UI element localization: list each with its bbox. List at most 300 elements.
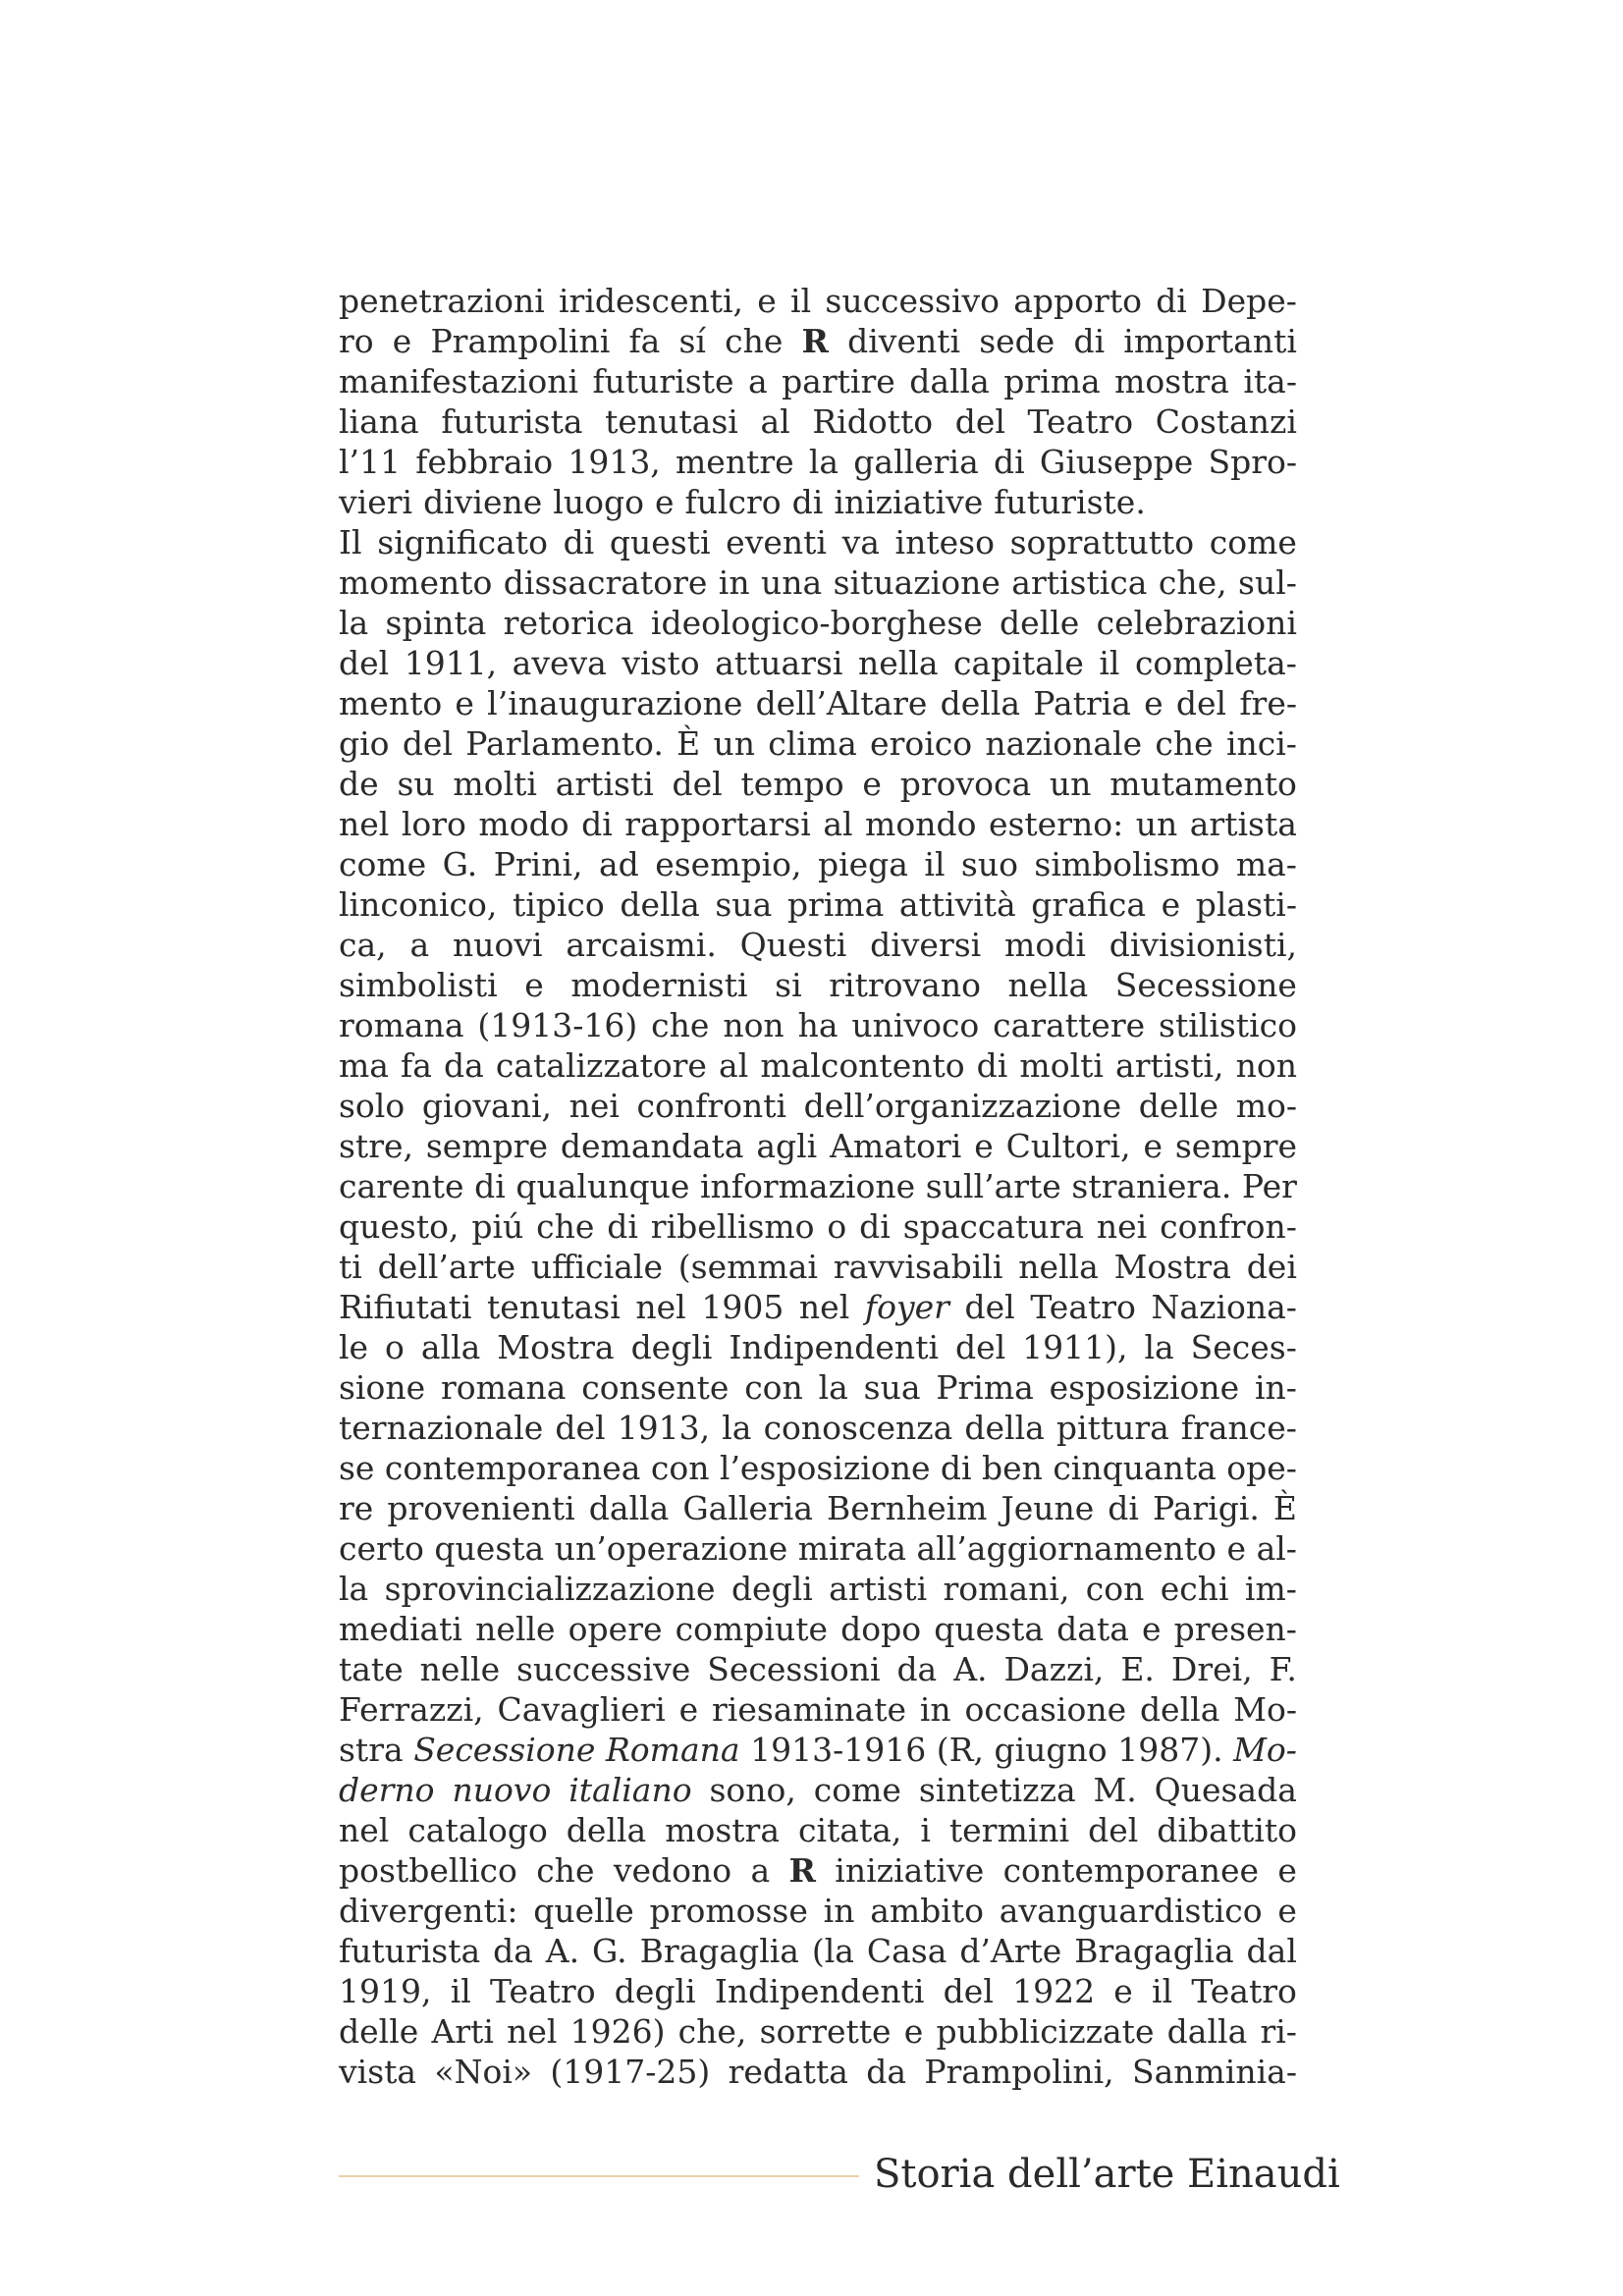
word: dalla bbox=[909, 362, 990, 400]
word: Prampolini, bbox=[924, 2053, 1114, 2091]
word: È bbox=[676, 724, 701, 763]
word: ro bbox=[339, 322, 374, 360]
word: Indipendenti bbox=[729, 1328, 940, 1366]
word: celebrazioni bbox=[1096, 604, 1297, 642]
text-line bbox=[339, 1367, 1297, 1408]
word: e bbox=[524, 966, 544, 1004]
word: come bbox=[339, 845, 427, 883]
word: Mostra bbox=[497, 1328, 615, 1366]
word: tate bbox=[339, 1650, 404, 1688]
word: G. bbox=[442, 845, 478, 883]
word: con bbox=[650, 1449, 710, 1487]
word: mediati bbox=[339, 1610, 462, 1648]
word: ritrovano bbox=[829, 966, 981, 1004]
word: e bbox=[455, 684, 474, 722]
word: capitale bbox=[953, 644, 1084, 682]
word: di bbox=[1156, 282, 1187, 320]
word: sua bbox=[863, 1368, 921, 1407]
word: questa bbox=[434, 1529, 545, 1568]
text-line bbox=[339, 1971, 1297, 2011]
word: che bbox=[536, 1851, 595, 1890]
word: e bbox=[903, 2012, 924, 2051]
word: M. bbox=[1093, 1771, 1137, 1809]
word: vedono bbox=[613, 1851, 732, 1890]
word: nella bbox=[1007, 966, 1089, 1004]
word: e bbox=[1277, 1892, 1297, 1930]
word: promosse bbox=[649, 1892, 808, 1930]
word: ternazionale bbox=[339, 1409, 544, 1447]
word: fa bbox=[628, 322, 661, 360]
text-line bbox=[339, 965, 1297, 1005]
word: un bbox=[713, 724, 755, 763]
word: che bbox=[536, 1207, 595, 1246]
word: nel bbox=[635, 1288, 686, 1326]
text-line bbox=[339, 1891, 1297, 1931]
word: consente bbox=[581, 1368, 730, 1407]
word: fre- bbox=[1239, 684, 1297, 722]
text-line bbox=[339, 321, 1297, 361]
text-line bbox=[339, 643, 1297, 683]
text-line bbox=[339, 1206, 1297, 1247]
word: romani, bbox=[943, 1570, 1070, 1608]
word: nei bbox=[568, 1087, 620, 1125]
word: Dazzi, bbox=[1003, 1650, 1105, 1688]
word: modi bbox=[1004, 926, 1086, 964]
word: sua bbox=[715, 885, 773, 924]
word: Quesada bbox=[1154, 1771, 1297, 1809]
word: e bbox=[1277, 1851, 1297, 1890]
word: giugno bbox=[994, 1731, 1108, 1769]
word: il bbox=[790, 282, 812, 320]
word: della bbox=[940, 684, 1021, 722]
word: nuovi bbox=[453, 926, 543, 964]
text-line bbox=[339, 1931, 1297, 1971]
word: dopo bbox=[840, 1610, 922, 1648]
text-line bbox=[339, 884, 1297, 925]
word: stra bbox=[339, 1731, 404, 1769]
text-line bbox=[339, 1730, 1297, 1770]
word: Prini, bbox=[493, 845, 583, 883]
text-line bbox=[339, 844, 1297, 884]
word: sempre bbox=[425, 1127, 549, 1165]
word: le bbox=[339, 1328, 369, 1366]
word: a bbox=[409, 926, 430, 964]
text-line bbox=[339, 1528, 1297, 1569]
word: di bbox=[474, 1167, 506, 1205]
word: o bbox=[385, 1328, 405, 1366]
word: ope- bbox=[1226, 1449, 1297, 1487]
word: sí bbox=[678, 322, 706, 360]
word: mostra bbox=[665, 1811, 781, 1849]
text-line bbox=[339, 482, 1297, 522]
word: va bbox=[841, 523, 880, 561]
word: iridescenti, bbox=[559, 282, 744, 320]
word: spinta bbox=[385, 604, 487, 642]
word: solo bbox=[339, 1087, 406, 1125]
word: modernisti bbox=[570, 966, 748, 1004]
word: ambito bbox=[870, 1892, 984, 1930]
word: degli bbox=[730, 1570, 813, 1608]
word: Mostra bbox=[1113, 1248, 1231, 1286]
word: 1911), bbox=[1022, 1328, 1128, 1366]
word: o bbox=[827, 1207, 847, 1246]
word: sintetizza bbox=[918, 1771, 1076, 1809]
word: in bbox=[718, 563, 750, 602]
word: Amatori bbox=[830, 1127, 962, 1165]
word: la bbox=[339, 604, 369, 642]
word: un’operazione bbox=[554, 1529, 788, 1568]
word: Drei, bbox=[1170, 1650, 1253, 1688]
body-text bbox=[339, 281, 1297, 2092]
word: (1913-16) bbox=[477, 1006, 638, 1044]
word: foyer bbox=[864, 1288, 949, 1326]
word: Teatro bbox=[490, 1972, 596, 2010]
word: agli bbox=[756, 1127, 818, 1165]
word: ma bbox=[339, 1046, 389, 1085]
word: di bbox=[940, 1449, 972, 1487]
word: Il bbox=[339, 523, 362, 561]
word: di bbox=[976, 1046, 1008, 1085]
word: eroico bbox=[870, 724, 973, 763]
word: e bbox=[974, 1127, 994, 1165]
word: provoca bbox=[899, 765, 1032, 803]
text-line bbox=[339, 281, 1297, 321]
word: della bbox=[1139, 1690, 1220, 1729]
word: Bragaglia bbox=[1074, 1932, 1234, 1970]
text-line bbox=[339, 2052, 1297, 2092]
text-line bbox=[339, 683, 1297, 723]
word: Patria bbox=[1033, 684, 1131, 722]
text-line bbox=[339, 925, 1297, 965]
word: Rifiutati bbox=[339, 1288, 472, 1326]
word: catalizzatore bbox=[495, 1046, 707, 1085]
word: l’esposizione bbox=[719, 1449, 931, 1487]
text-line bbox=[339, 1327, 1297, 1367]
word: contemporanea bbox=[384, 1449, 641, 1487]
word: È bbox=[1272, 1489, 1297, 1527]
word: del bbox=[1088, 1811, 1139, 1849]
word: visto bbox=[622, 644, 700, 682]
word: Naziona- bbox=[1151, 1288, 1297, 1326]
word: di bbox=[607, 1207, 638, 1246]
text-line bbox=[339, 1770, 1297, 1810]
word: che, bbox=[677, 2012, 747, 2051]
word: del bbox=[943, 1972, 994, 2010]
word: il bbox=[450, 1972, 471, 2010]
word: futurista bbox=[441, 402, 583, 441]
word: Bernheim bbox=[827, 1489, 988, 1527]
word: diventi bbox=[847, 322, 961, 360]
word: E. bbox=[1120, 1650, 1155, 1688]
word: una bbox=[761, 563, 823, 602]
word: dell’organizzazione bbox=[803, 1087, 1122, 1125]
word: quelle bbox=[533, 1892, 634, 1930]
word: ravvisabili bbox=[833, 1248, 1003, 1286]
word: Galleria bbox=[682, 1489, 813, 1527]
word: al bbox=[719, 1046, 749, 1085]
word: dalla bbox=[588, 1489, 670, 1527]
word: di bbox=[581, 805, 613, 843]
text-line bbox=[339, 2011, 1297, 2052]
word: G. bbox=[592, 1932, 627, 1970]
word: romana bbox=[440, 1368, 567, 1407]
word: occasione bbox=[964, 1690, 1127, 1729]
word: a bbox=[750, 1851, 771, 1890]
word: e bbox=[1142, 1610, 1162, 1648]
text-line bbox=[339, 1005, 1297, 1045]
word: 1913, bbox=[617, 1409, 711, 1447]
word: successivo bbox=[825, 282, 1001, 320]
word: artistica bbox=[1011, 563, 1148, 602]
word: pittura bbox=[1055, 1409, 1169, 1447]
text-line bbox=[339, 1287, 1297, 1327]
word: della bbox=[566, 1811, 647, 1849]
word: (R, bbox=[936, 1731, 984, 1769]
word: Giuseppe bbox=[1039, 443, 1194, 481]
word: (la bbox=[811, 1932, 854, 1970]
word: stre, bbox=[339, 1127, 413, 1165]
text-line bbox=[339, 603, 1297, 643]
word: e bbox=[1161, 885, 1181, 924]
word: il bbox=[924, 845, 946, 883]
word: all’aggiornamento bbox=[916, 1529, 1217, 1568]
word: 1987). bbox=[1117, 1731, 1223, 1769]
word: arcaismi. bbox=[566, 926, 717, 964]
word: ti bbox=[339, 1248, 362, 1286]
word: manifestazioni bbox=[339, 362, 579, 400]
word: Seces- bbox=[1190, 1328, 1297, 1366]
word: attività bbox=[898, 885, 1016, 924]
word: ideologico-borghese bbox=[650, 604, 983, 642]
word: mostra bbox=[1114, 362, 1229, 400]
text-line bbox=[339, 1126, 1297, 1166]
word: un bbox=[1049, 765, 1092, 803]
word: sono, bbox=[709, 1771, 796, 1809]
word: tipico bbox=[512, 885, 605, 924]
text-line bbox=[339, 723, 1297, 764]
word: ad bbox=[598, 845, 639, 883]
word: Questi bbox=[739, 926, 847, 964]
word: al- bbox=[1256, 1529, 1297, 1568]
word: in bbox=[919, 1690, 951, 1729]
word: postbellico bbox=[339, 1851, 517, 1890]
word: con bbox=[744, 1368, 803, 1407]
word: esposizione bbox=[1049, 1368, 1240, 1407]
word: univoco bbox=[851, 1006, 980, 1044]
footer-title: Storia dell’arte Einaudi bbox=[874, 2152, 1340, 2197]
text-line bbox=[339, 1408, 1297, 1448]
word: e bbox=[392, 322, 412, 360]
word: italiano bbox=[568, 1771, 692, 1809]
word: da bbox=[896, 1650, 938, 1688]
word: Parlamento. bbox=[465, 724, 664, 763]
word: febbraio bbox=[415, 443, 554, 481]
word: fa bbox=[401, 1046, 432, 1085]
word: che bbox=[725, 322, 784, 360]
word: partire bbox=[782, 362, 895, 400]
word: Ridotto bbox=[812, 402, 934, 441]
word: dibattito bbox=[1157, 1811, 1297, 1849]
word: di bbox=[1073, 322, 1106, 360]
word: molti bbox=[1019, 1046, 1104, 1085]
word: retorica bbox=[503, 604, 634, 642]
word: Teatro bbox=[1191, 1972, 1297, 2010]
word: Ferrazzi, bbox=[339, 1690, 484, 1729]
word: contemporanee bbox=[1002, 1851, 1260, 1890]
word: degli bbox=[614, 1972, 696, 2010]
word: Mo- bbox=[1233, 1690, 1297, 1729]
text-line bbox=[339, 562, 1297, 603]
word: nelle bbox=[475, 1610, 556, 1648]
text-line bbox=[339, 764, 1297, 804]
word: l’inaugurazione bbox=[487, 684, 743, 722]
word: artisti bbox=[829, 1570, 928, 1608]
word: del bbox=[555, 1409, 606, 1447]
word: provenienti bbox=[387, 1489, 575, 1527]
word: con bbox=[1085, 1570, 1145, 1608]
text-line bbox=[339, 522, 1297, 562]
word: informazione bbox=[699, 1167, 916, 1205]
word: e bbox=[1113, 1972, 1133, 2010]
word: conoscenza bbox=[763, 1409, 953, 1447]
word: dell’arte bbox=[377, 1248, 516, 1286]
word: nuovo bbox=[452, 1771, 552, 1809]
word: tenutasi bbox=[487, 1288, 621, 1326]
word: mirata bbox=[797, 1529, 906, 1568]
word: sempre bbox=[1174, 1127, 1297, 1165]
word: Prima bbox=[936, 1368, 1034, 1407]
word: Bragaglia bbox=[639, 1932, 799, 1970]
word: plasti- bbox=[1195, 885, 1297, 924]
word: significato bbox=[377, 523, 548, 561]
word: soprattutto bbox=[1009, 523, 1195, 561]
text-line bbox=[339, 1247, 1297, 1287]
word: i bbox=[920, 1811, 931, 1849]
word: straniera. bbox=[1071, 1167, 1232, 1205]
word: loro bbox=[401, 805, 466, 843]
text-line bbox=[339, 1045, 1297, 1086]
word: apporto bbox=[1013, 282, 1142, 320]
word: sull’arte bbox=[925, 1167, 1061, 1205]
word: piú bbox=[471, 1207, 524, 1246]
word: dalla bbox=[1166, 2012, 1248, 2051]
word: stilistico bbox=[1159, 1006, 1297, 1044]
word: da bbox=[493, 1932, 533, 1970]
word: artisti, bbox=[1115, 1046, 1224, 1085]
word: F. bbox=[1269, 1650, 1297, 1688]
word: im- bbox=[1244, 1570, 1297, 1608]
word: inteso bbox=[894, 523, 995, 561]
word: ca, bbox=[339, 926, 387, 964]
word: linconico, bbox=[339, 885, 498, 924]
word: e bbox=[1226, 1529, 1247, 1568]
word: artisti bbox=[555, 765, 654, 803]
word: attuarsi bbox=[715, 644, 843, 682]
word: Arti bbox=[431, 2012, 494, 2051]
word: vista bbox=[339, 2053, 417, 2091]
word: carente bbox=[339, 1167, 464, 1205]
word: da bbox=[443, 1046, 484, 1085]
word: (semmai bbox=[677, 1248, 818, 1286]
word: della bbox=[620, 885, 700, 924]
word: la bbox=[818, 1368, 848, 1407]
word: di bbox=[791, 483, 824, 521]
word: nazionale bbox=[985, 724, 1143, 763]
word: mondo bbox=[865, 805, 977, 843]
word: 1926) bbox=[569, 2012, 666, 2051]
word: esterno: bbox=[988, 805, 1124, 843]
word: situazione bbox=[833, 563, 1001, 602]
word: Depe- bbox=[1201, 282, 1297, 320]
word: redatta bbox=[728, 2053, 848, 2091]
word: l’11 bbox=[339, 443, 402, 481]
word: tempo bbox=[740, 765, 844, 803]
word: nel bbox=[339, 1811, 390, 1849]
word: grafica bbox=[1031, 885, 1147, 924]
word: mutamento bbox=[1109, 765, 1297, 803]
text-line bbox=[339, 1086, 1297, 1126]
word: e bbox=[1143, 1127, 1163, 1165]
text-line bbox=[339, 361, 1297, 401]
word: Cavaglieri bbox=[497, 1690, 666, 1729]
word: se bbox=[339, 1449, 375, 1487]
word: dei bbox=[1246, 1248, 1297, 1286]
word: alla bbox=[420, 1328, 481, 1366]
word: ha bbox=[797, 1006, 839, 1044]
word: Parigi. bbox=[1152, 1489, 1260, 1527]
word: france- bbox=[1180, 1409, 1297, 1447]
word: la bbox=[722, 1409, 752, 1447]
word: la bbox=[808, 443, 839, 481]
word: clima bbox=[768, 724, 857, 763]
word: aveva bbox=[512, 644, 607, 682]
word: 1905 bbox=[701, 1288, 784, 1326]
word: opere bbox=[568, 1610, 663, 1648]
word: e bbox=[1144, 684, 1163, 722]
word: Spro- bbox=[1208, 443, 1297, 481]
word: delle bbox=[339, 2012, 419, 2051]
word: cinquanta bbox=[1053, 1449, 1217, 1487]
word: gio bbox=[339, 724, 390, 763]
word: e bbox=[678, 1690, 699, 1729]
word: della bbox=[964, 1409, 1045, 1447]
word: successive bbox=[516, 1650, 691, 1688]
word: A. bbox=[545, 1932, 580, 1970]
word: del bbox=[402, 724, 454, 763]
word: e bbox=[862, 765, 882, 803]
word: giovani, bbox=[421, 1087, 552, 1125]
word: del bbox=[672, 765, 723, 803]
text-line bbox=[339, 1850, 1297, 1891]
word: 1919, bbox=[339, 1972, 432, 2010]
word: il bbox=[1099, 644, 1120, 682]
word: fulcro bbox=[684, 483, 782, 521]
word: il bbox=[1152, 1972, 1173, 2010]
word: «Noi» bbox=[434, 2053, 533, 2091]
footer-rule bbox=[339, 2175, 859, 2177]
word: iniziative bbox=[834, 483, 984, 521]
word: vieri bbox=[339, 483, 413, 521]
word: Teatro bbox=[1030, 1288, 1136, 1326]
word: re bbox=[339, 1489, 374, 1527]
word: iniziative bbox=[835, 1851, 985, 1890]
word: che bbox=[651, 1006, 710, 1044]
word: nel bbox=[507, 2012, 558, 2051]
word: ita- bbox=[1243, 362, 1297, 400]
word: Jeune bbox=[1001, 1489, 1095, 1527]
word: questa bbox=[934, 1610, 1045, 1648]
text-line bbox=[339, 442, 1297, 482]
